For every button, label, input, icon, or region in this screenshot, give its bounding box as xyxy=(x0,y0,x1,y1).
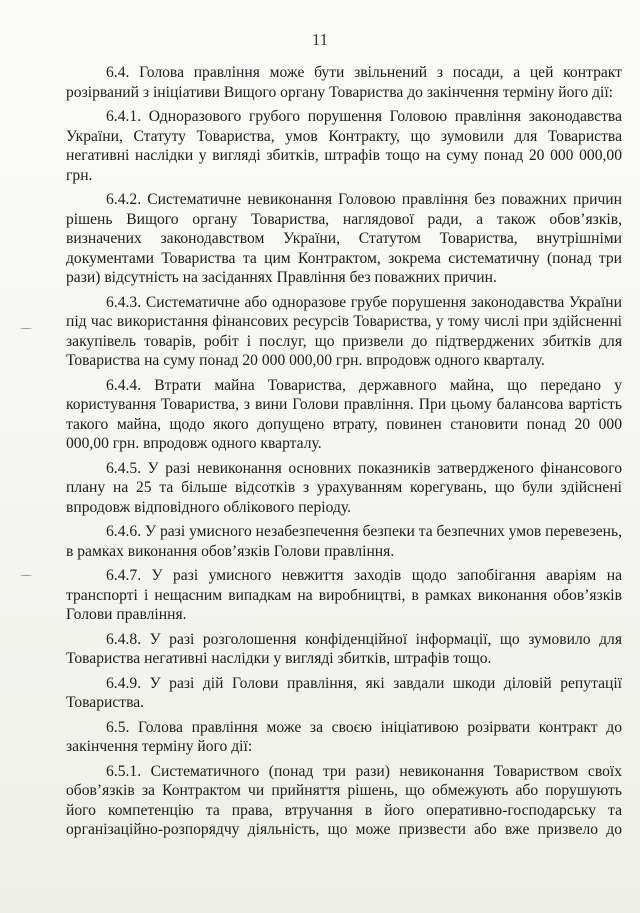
paragraph-6-4-9: 6.4.9. У разі дій Голови правління, які завдали шкоди діловій репутації Товариства. xyxy=(66,674,622,711)
margin-mark xyxy=(20,328,32,329)
paragraph-6-4-8: 6.4.8. У разі розголошення конфіденційної інформації, що зумовило для Товариства негативні наслідки у вигляді збитків, штрафів тощо. xyxy=(66,630,622,667)
page-number: 11 xyxy=(311,30,329,49)
document-body xyxy=(66,63,622,845)
paragraph-6-4-2: 6.4.2. Систематичне невиконання Головою правління без поважних причин рішень Вищого органу Товариства, наглядової ради, а також обов’язків, визначених законодавством України, Статутом Товариства, внутрішніми документами Товариства та цим Контрактом, зокрема систематичну (понад три рази) відсутність на засіданнях Правління без поважних причин. xyxy=(66,191,622,286)
paragraph-6-4-6: 6.4.6. У разі умисного незабезпечення безпеки та безпечних умов перевезень, в рамках виконання обов’язків Голови правління. xyxy=(66,523,622,560)
paragraph-6-4: 6.4. Голова правління може бути звільнений з посади, а цей контракт розірваний з ініціативи Вищого органу Товариства до закінчення терміну його дії: xyxy=(66,64,622,101)
paragraph-6-5-1: 6.5.1. Систематичного (понад три рази) невиконання Товариством своїх обов’язків за Контрактом чи прийняття рішень, що обмежують або порушують його компетенцію та права, втручання в його оперативно-господарську та організаційно-розпорядчу діяльність, що може призвести або вже призвело до xyxy=(66,762,622,838)
paragraph-6-4-5: 6.4.5. У разі невиконання основних показників затвердженого фінансового плану на 25 та більше відсотків з урахуванням корегувань, що були здійснені впродовж відповідного облікового періоду. xyxy=(66,459,622,516)
paragraph-6-4-7: 6.4.7. У разі умисного невжиття заходів щодо запобігання аваріям на транспорті і нещасним випадкам на виробництві, в рамках виконання обов’язків Голови правління. xyxy=(66,567,622,623)
paragraph-6-4-3: 6.4.3. Систематичне або одноразове грубе порушення законодавства України під час використання фінансових ресурсів Товариства, у тому числі при здійсненні закупівель товарів, робіт і послуг, що призвели до підтверджених збитків для Товариства на суму понад 20 000 000,00 грн. впродовж одного кварталу. xyxy=(66,293,622,369)
paragraph-6-4-4: 6.4.4. Втрати майна Товариства, державного майна, що передано у користування Товариства, з вини Голови правління. При цьому балансова вартість такого майна, щодо якого допущено втрату, повинен становити понад 20 000 000,00 грн. впродовж одного кварталу. xyxy=(66,376,622,452)
margin-mark xyxy=(20,575,32,576)
paragraph-6-4-1: 6.4.1. Одноразового грубого порушення Головою правління законодавства України, Статуту Товариства, умов Контракту, що зумовили для Товариства негативні наслідки у вигляді збитків, штрафів тощо на суму понад 20 000 000,00 грн. xyxy=(66,108,622,184)
paragraph-6-5: 6.5. Голова правління може за своєю ініціативою розірвати контракт до закінчення терміну його дії: xyxy=(66,718,622,755)
